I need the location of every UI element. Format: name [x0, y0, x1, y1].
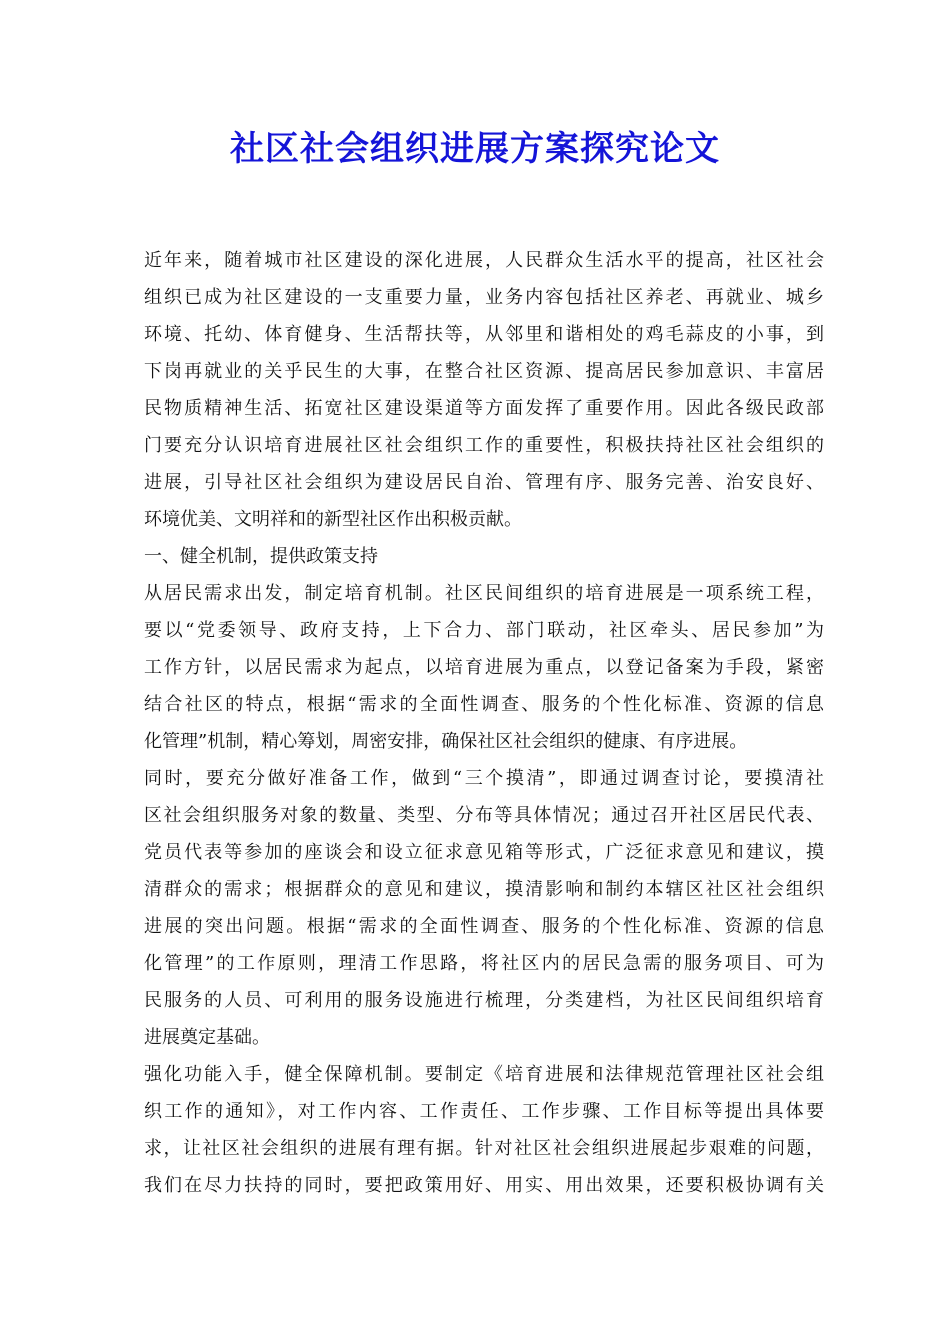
- text-line: 同时，要充分做好准备工作，做到“三个摸清”，即通过调查讨论，要摸清社: [144, 768, 824, 789]
- text-line: 下岗再就业的关乎民生的大事，在整合社区资源、提高居民参加意识、丰富居: [144, 361, 824, 382]
- text-line: 清群众的需求；根据群众的意见和建议，摸清影响和制约本辖区社区社会组织: [144, 879, 824, 900]
- text-line: 进展，引导社区社会组织为建设居民自治、管理有序、服务完善、治安良好、: [144, 472, 824, 493]
- text-line: 门要充分认识培育进展社区社会组织工作的重要性，积极扶持社区社会组织的: [144, 435, 824, 456]
- text-line: 近年来，随着城市社区建设的深化进展，人民群众生活水平的提高，社区社会: [144, 250, 824, 271]
- text-line: 进展奠定基础。: [144, 1027, 270, 1048]
- text-line: 化管理”机制，精心筹划，周密安排，确保社区社会组织的健康、有序进展。: [144, 731, 748, 752]
- text-line: 民服务的人员、可利用的服务设施进行梳理，分类建档，为社区民间组织培育: [144, 990, 824, 1011]
- text-line: 织工作的通知》，对工作内容、工作责任、工作步骤、工作目标等提出具体要: [144, 1101, 824, 1122]
- text-line: 环境、托幼、体育健身、生活帮扶等，从邻里和谐相处的鸡毛蒜皮的小事，到: [144, 324, 824, 345]
- text-line: 环境优美、文明祥和的新型社区作出积极贡献。: [144, 509, 522, 530]
- text-line: 进展的突出问题。根据“需求的全面性调查、服务的个性化标准、资源的信息: [144, 916, 824, 937]
- document-title: 社区社会组织进展方案探究论文: [230, 129, 720, 169]
- text-line: 强化功能入手，健全保障机制。要制定《培育进展和法律规范管理社区社会组: [144, 1064, 824, 1085]
- document-body: [144, 242, 824, 1204]
- text-line: 党员代表等参加的座谈会和设立征求意见箱等形式，广泛征求意见和建议，摸: [144, 842, 824, 863]
- text-line: 组织已成为社区建设的一支重要力量，业务内容包括社区养老、再就业、城乡: [144, 287, 824, 308]
- text-line: 要以“党委领导、政府支持，上下合力、部门联动，社区牵头、居民参加”为: [144, 620, 824, 641]
- text-line: 工作方针，以居民需求为起点，以培育进展为重点，以登记备案为手段，紧密: [144, 657, 824, 678]
- text-line: 一、健全机制，提供政策支持: [144, 546, 378, 567]
- text-line: 结合社区的特点，根据“需求的全面性调查、服务的个性化标准、资源的信息: [144, 694, 824, 715]
- text-line: 从居民需求出发，制定培育机制。社区民间组织的培育进展是一项系统工程，: [144, 583, 824, 604]
- text-line: 区社会组织服务对象的数量、类型、分布等具体情况；通过召开社区居民代表、: [144, 805, 824, 826]
- text-line: 我们在尽力扶持的同时，要把政策用好、用实、用出效果，还要积极协调有关: [144, 1175, 824, 1196]
- text-line: 民物质精神生活、拓宽社区建设渠道等方面发挥了重要作用。因此各级民政部: [144, 398, 824, 419]
- text-line: 化管理”的工作原则，理清工作思路，将社区内的居民急需的服务项目、可为: [144, 953, 824, 974]
- text-line: 求，让社区社会组织的进展有理有据。针对社区社会组织进展起步艰难的问题，: [144, 1138, 824, 1159]
